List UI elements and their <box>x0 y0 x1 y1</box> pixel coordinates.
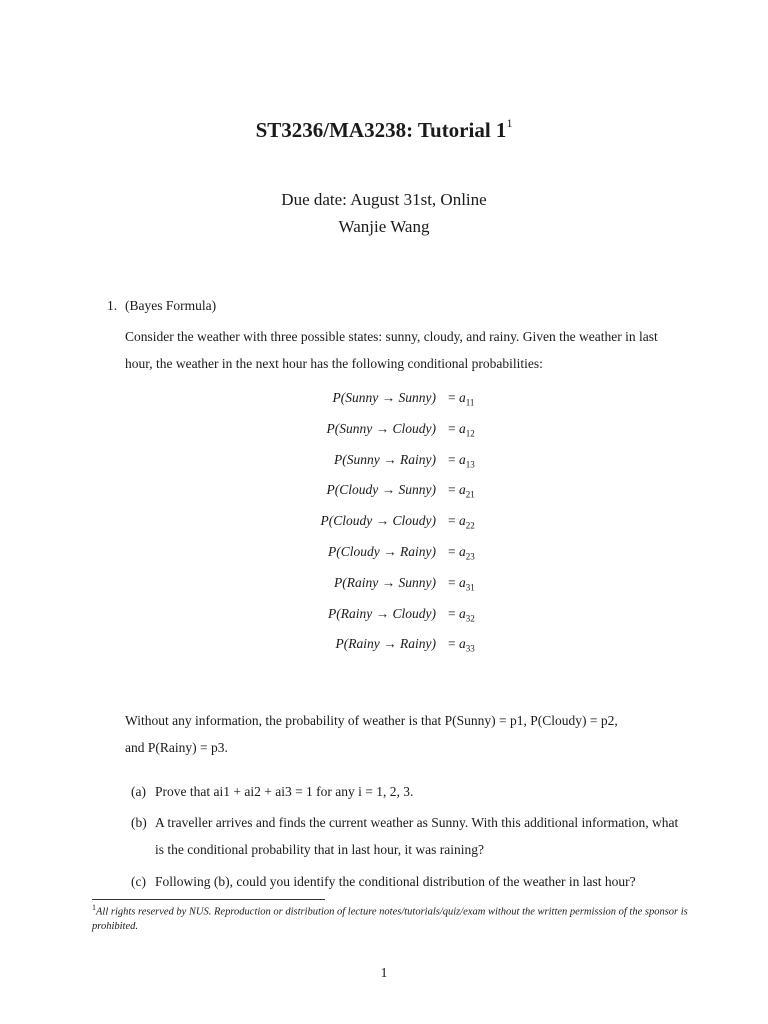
footnote <box>92 901 692 934</box>
equation-row <box>0 482 768 502</box>
prior-line-2: and P(Rainy) = p3. <box>125 740 228 755</box>
equation-rhs-var: a <box>459 513 466 529</box>
equation-rhs-var: a <box>459 482 466 498</box>
equation-rhs-sub: 11 <box>465 397 475 408</box>
equation-rhs-sub: 32 <box>465 613 475 624</box>
equation-rhs-sub: 23 <box>465 551 475 562</box>
part-c-text: Following (b), could you identify the conditional distribution of the weather in last hour? <box>155 874 636 889</box>
equation-row <box>0 513 768 533</box>
equation-row <box>0 544 768 564</box>
equation-rhs: = $a_{22}$ <box>448 513 475 531</box>
equation-row <box>0 421 768 441</box>
footnote-text: All rights reserved by NUS. Reproduction or distribution of lecture notes/tutorials/quiz/exam without the written permission of the sponsor is prohibited. <box>92 906 688 932</box>
equation-rhs: = $a_{31}$ <box>448 574 475 593</box>
page-number: 1 <box>380 966 388 981</box>
equation-rhs: = $a_{12}$ <box>448 420 475 439</box>
equation-row <box>0 452 768 472</box>
equation-lhs: P(Sunny → Rainy) <box>334 451 436 467</box>
footnote-divider <box>92 899 325 900</box>
equation-lhs: P(Cloudy → Sunny) <box>326 482 436 498</box>
equation-rhs-sub: 21 <box>465 490 475 501</box>
equation-rhs-var: a <box>459 390 466 405</box>
equation-row <box>0 390 768 410</box>
equation-rhs-var: a <box>459 451 466 467</box>
equation-lhs: P(Rainy → Rainy) <box>335 636 436 652</box>
equation-rhs-sub: 13 <box>465 459 475 470</box>
part-a-text: Prove that ai1 + ai2 + ai3 = 1 for any i = 1, 2, 3. <box>155 784 414 799</box>
equation-rhs: = $a_{13}$ <box>448 451 475 470</box>
equation-lhs: P(Sunny → Cloudy) <box>326 420 436 436</box>
part-b-text: A traveller arrives and finds the current weather as Sunny. With this additional information, what is the conditional probability that in last hour, it was raining? <box>155 815 679 857</box>
equation-rhs-sub: 33 <box>465 644 475 655</box>
title-text: ST3236/MA3238: Tutorial 1 <box>255 118 507 142</box>
equation-rhs-var: a <box>459 544 466 559</box>
equation-rhs-var: a <box>459 420 466 436</box>
author-name: Wanjie Wang <box>338 217 430 236</box>
equation-rhs: = $a_{32}$ <box>448 605 475 624</box>
question-intro: Consider the weather with three possible states: sunny, cloudy, and rainy. Given the weather in last hour, the weather in the next hour has the following conditional probabilities: <box>125 329 658 371</box>
due-date: Due date: August 31st, Online <box>281 190 487 209</box>
part-b-label: (b) <box>131 815 147 830</box>
part-c-label: (c) <box>131 874 146 889</box>
equation-row <box>0 575 768 595</box>
equation-rhs: = $a_{11}$ <box>448 390 475 408</box>
footnote-mark: 1 <box>92 903 96 912</box>
equation-rhs: = $a_{33}$ <box>448 636 475 655</box>
equation-rhs-sub: 22 <box>465 520 475 531</box>
prior-line-1: Without any information, the probability of weather is that P(Sunny) = p1, P(Cloudy) = p2, <box>125 713 618 728</box>
equation-row <box>0 636 768 656</box>
document-title <box>0 118 768 143</box>
equation-rhs-sub: 12 <box>465 428 475 439</box>
equation-rhs: = $a_{23}$ <box>448 544 475 562</box>
equation-lhs: P(Rainy → Sunny) <box>334 574 436 590</box>
equation-lhs: P(Cloudy → Cloudy) <box>320 513 436 529</box>
equation-lhs: P(Cloudy → Rainy) <box>328 544 436 559</box>
equation-rhs-var: a <box>459 605 466 621</box>
equation-lhs: P(Sunny → Sunny) <box>332 390 436 405</box>
equation-rhs-sub: 31 <box>465 582 475 593</box>
question-heading: (Bayes Formula) <box>125 298 217 313</box>
equation-lhs: P(Rainy → Cloudy) <box>328 605 436 621</box>
equation-rhs-var: a <box>459 636 466 652</box>
question-number: 1. <box>107 298 118 313</box>
equation-rhs-var: a <box>459 574 466 590</box>
prior-paragraph <box>125 707 685 761</box>
equation-rhs: = $a_{21}$ <box>448 482 475 501</box>
equation-row <box>0 606 768 626</box>
title-footnote-mark: 1 <box>506 116 513 130</box>
part-a-label: (a) <box>131 784 146 799</box>
